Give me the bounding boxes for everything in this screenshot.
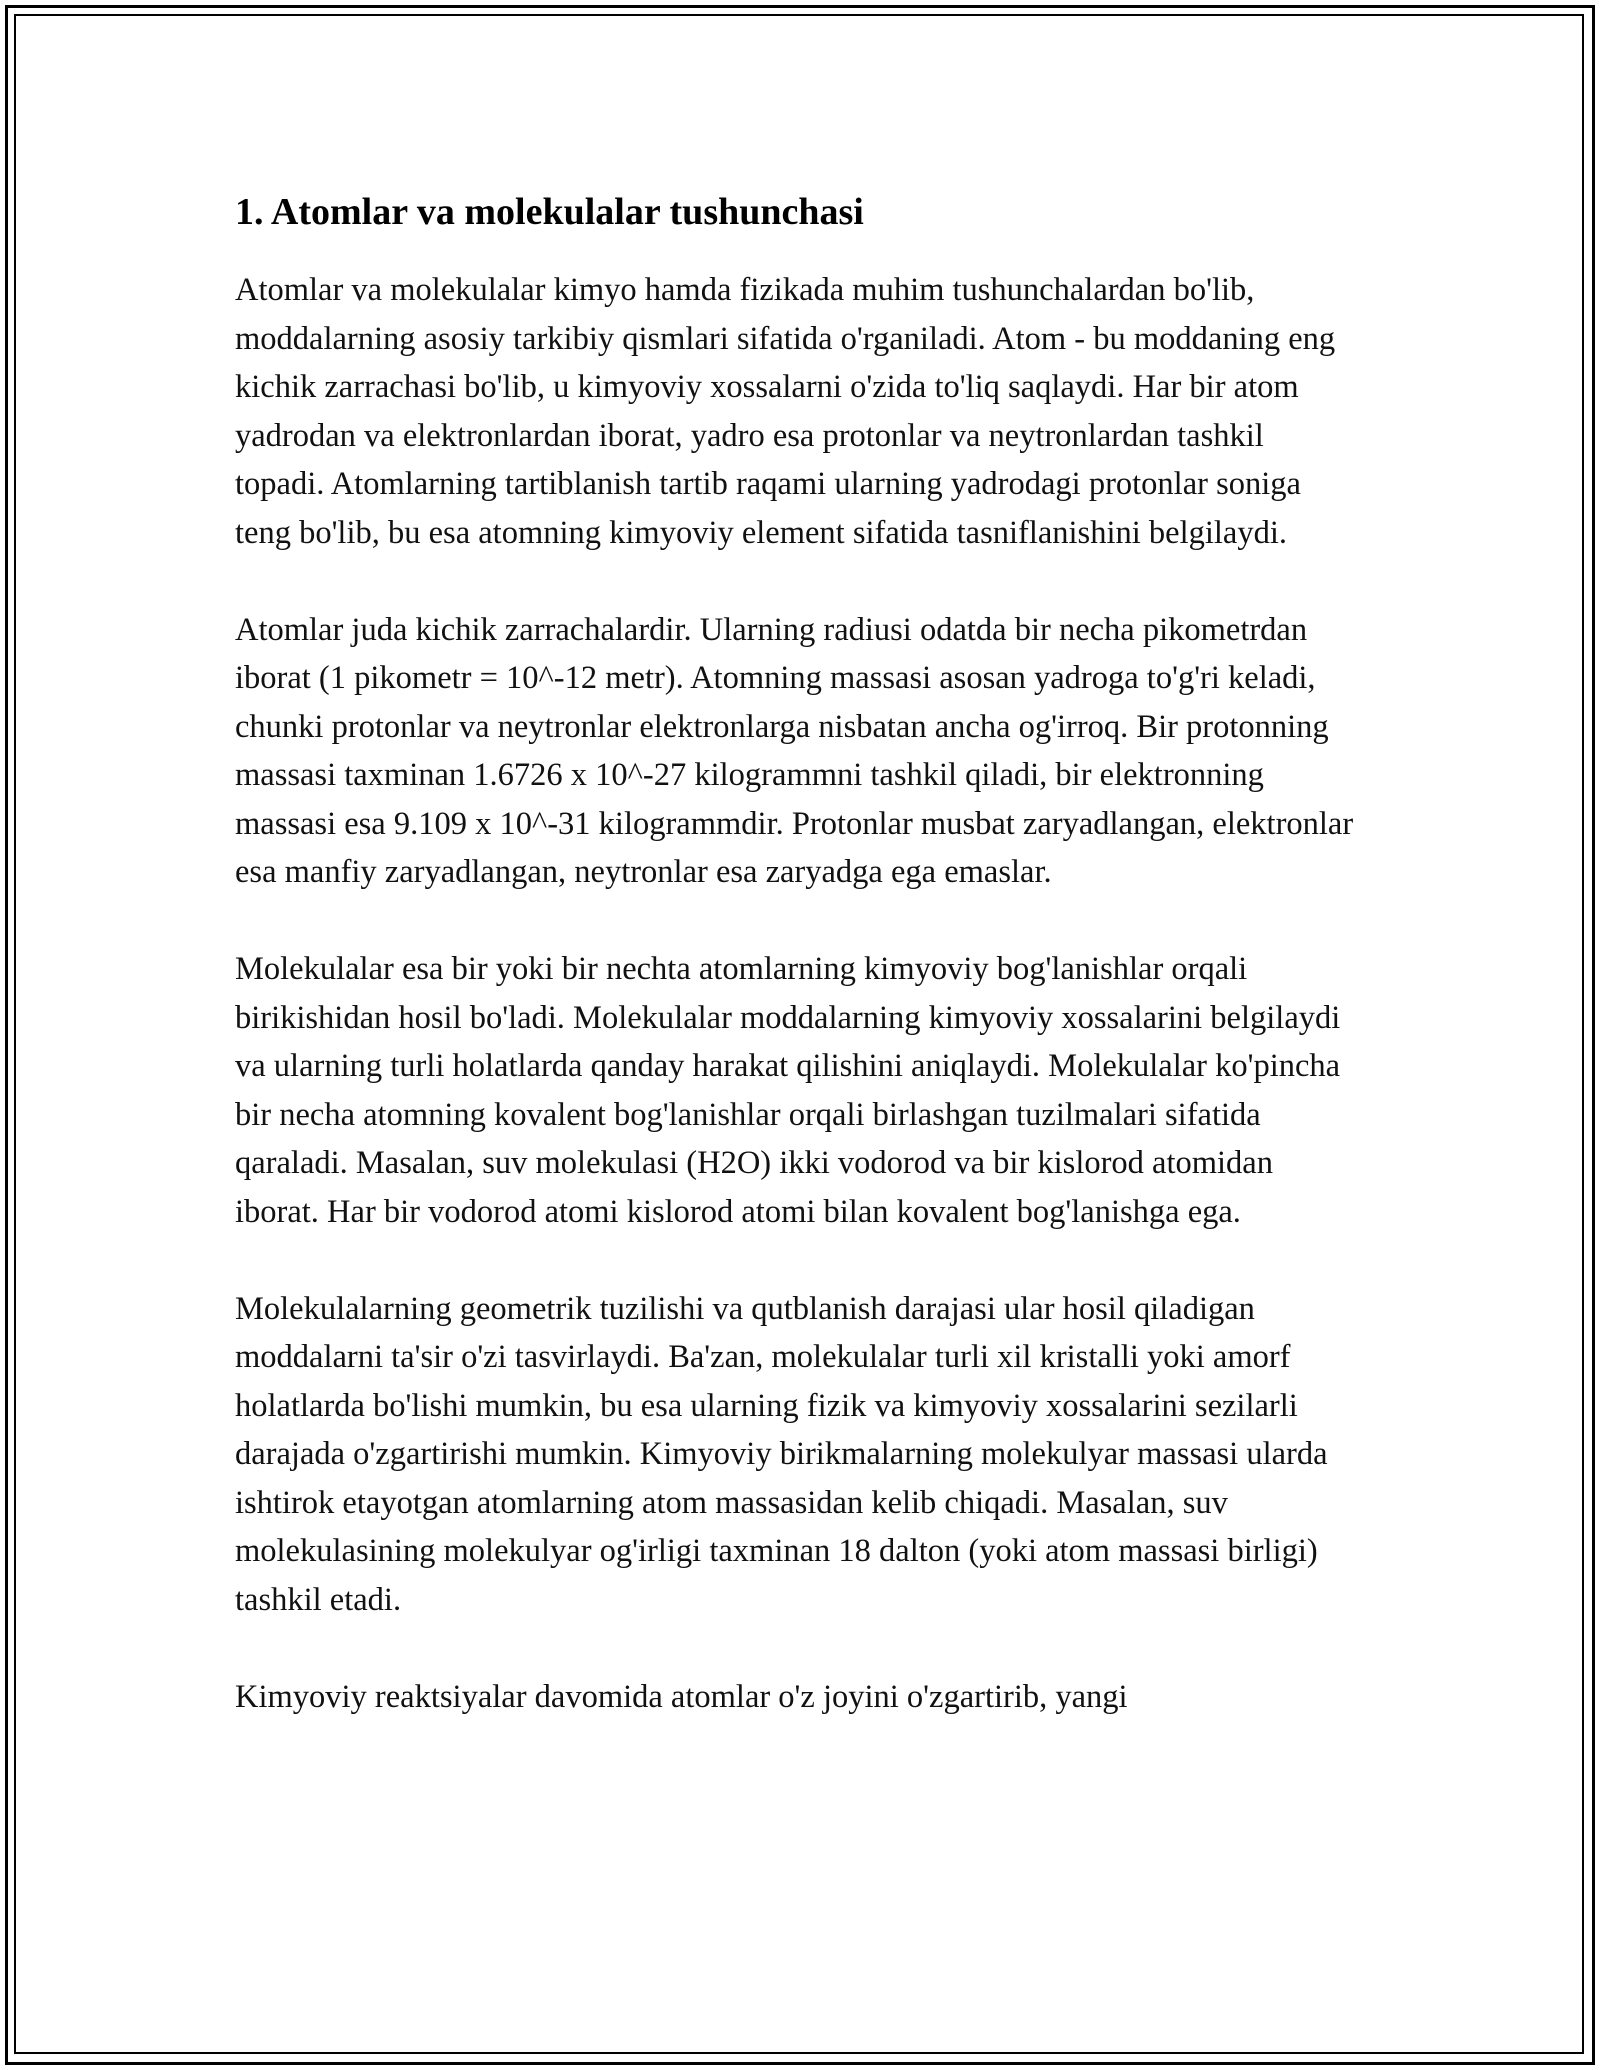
paragraph-atom-size-mass: Atomlar juda kichik zarrachalardir. Ularning radiusi odatda bir necha pikometrdan iborat (1 pikometr = 10^-12 metr). Atomning massasi asosan yadroga to'g'ri keladi, chunki protonlar va neytronlar elektronlarga nisbatan ancha og'irroq. Bir protonning massasi taxminan 1.6726 x 10^-27 kilogrammni tashkil qiladi, bir elektronning massasi esa 9.109 x 10^-31 kilogrammdir. Protonlar musbat zaryadlangan, elektronlar esa manfiy zaryadlangan, neytronlar esa zaryadga ega emaslar. <box>235 611 1354 890</box>
paragraph-chemical-reactions: Kimyoviy reaktsiyalar davomida atomlar o'z joyini o'zgartirib, yangi <box>235 1678 1128 1715</box>
paragraph-molecular-geometry: Molekulalarning geometrik tuzilishi va qutblanish darajasi ular hosil qiladigan moddalarni ta'sir o'zi tasvirlaydi. Ba'zan, molekulalar turli xil kristalli yoki amorf holatlarda bo'lishi mumkin, bu esa ularning fizik va kimyoviy xossalarini sezilarli darajada o'zgartirishi mumkin. Kimyoviy birikmalarning molekulyar massasi ularda ishtirok etayotgan atomlarning atom massasidan kelib chiqadi. Masalan, suv molekulasining molekulyar og'irligi taxminan 18 dalton (yoki atom massasi birligi) tashkil etadi. <box>235 1290 1328 1618</box>
paragraph-molecules: Molekulalar esa bir yoki bir nechta atomlarning kimyoviy bog'lanishlar orqali birikishidan hosil bo'ladi. Molekulalar moddalarning kimyoviy xossalarini belgilaydi va ularning turli holatlarda qanday harakat qilishini aniqlaydi. Molekulalar ko'pincha bir necha atomning kovalent bog'lanishlar orqali birlashgan tuzilmalari sifatida qaraladi. Masalan, suv molekulasi (H2O) ikki vodorod va bir kislorod atomidan iborat. Har bir vodorod atomi kislorod atomi bilan kovalent bog'lanishga ega. <box>235 951 1341 1230</box>
paragraph-atoms-intro: Atomlar va molekulalar kimyo hamda fizikada muhim tushunchalardan bo'lib, moddalarning asosiy tarkibiy qismlari sifatida o'rganiladi. Atom - bu moddaning eng kichik zarrachasi bo'lib, u kimyoviy xossalarni o'zida to'liq saqlaydi. Har bir atom yadrodan va elektronlardan iborat, yadro esa protonlar va neytronlardan tashkil topadi. Atomlarning tartiblanish tartib raqami ularning yadrodagi protonlar soniga teng bo'lib, bu esa atomning kimyoviy element sifatida tasniflanishini belgilaydi. <box>235 272 1336 551</box>
document-body <box>235 180 1355 1770</box>
section-heading: 1. Atomlar va molekulalar tushunchasi <box>235 191 864 233</box>
